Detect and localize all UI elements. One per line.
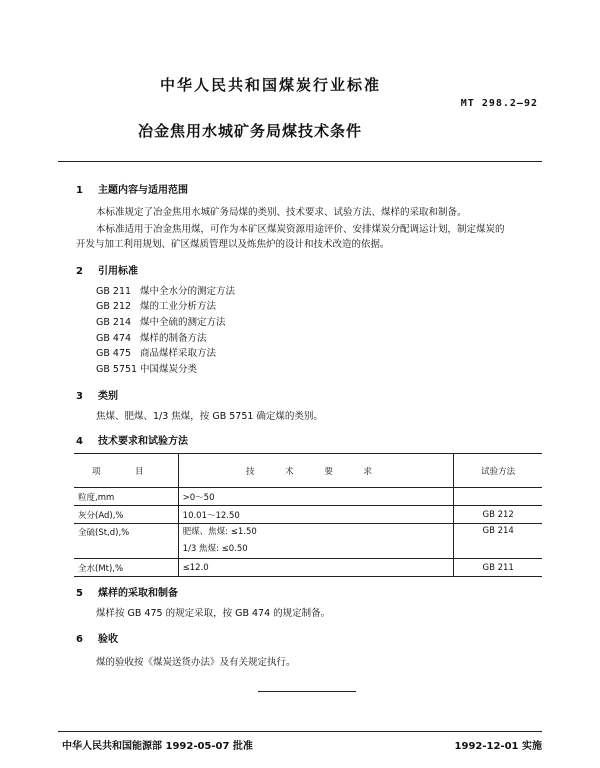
section-1-para-2-line-1: 本标准适用于冶金焦用煤，可作为本矿区煤炭资源用途评价、安排煤炭分配调运计划，制定煤炭的 <box>96 224 505 235</box>
header-test-method: 试验方法 <box>454 454 542 488</box>
approval-date: 中华人民共和国能源部 1992-05-07 批准 <box>62 741 253 752</box>
section-title: 验收 <box>98 634 118 645</box>
section-6-heading <box>76 630 118 645</box>
reference-code: GB 474 <box>96 333 132 344</box>
section-number: 1 <box>76 185 83 196</box>
reference-item <box>96 361 197 375</box>
technical-requirements-table <box>74 453 542 577</box>
section-title: 煤样的采取和制备 <box>98 588 178 599</box>
row-item: 灰分(Ad),% <box>74 506 178 524</box>
document-title: 冶金焦用水城矿务局煤技术条件 <box>138 122 363 140</box>
reference-name: 中国煤炭分类 <box>140 364 198 375</box>
reference-code: GB 212 <box>96 301 132 312</box>
section-3-heading <box>76 387 118 402</box>
row-requirement: ≤12.0 <box>178 559 454 577</box>
reference-item <box>96 330 207 344</box>
section-4-heading <box>76 432 188 447</box>
standard-code: MT 298.2—92 <box>460 98 538 109</box>
section-title: 技术要求和试验方法 <box>98 436 188 447</box>
section-number: 6 <box>76 634 83 645</box>
table-row <box>74 488 542 506</box>
reference-name: 煤的工业分析方法 <box>140 301 217 312</box>
reference-item <box>96 298 216 312</box>
row-test-method: GB 214 <box>454 524 542 559</box>
section-title: 引用标准 <box>98 266 138 277</box>
standard-title: 中华人民共和国煤炭行业标准 <box>160 76 382 94</box>
requirement-line: 1/3 焦煤: ≤0.50 <box>182 544 248 554</box>
reference-code: GB 214 <box>96 317 132 328</box>
reference-item <box>96 283 235 297</box>
section-title: 类别 <box>98 391 118 402</box>
row-item: 粒度,mm <box>74 488 178 506</box>
reference-item <box>96 345 216 359</box>
end-divider <box>258 691 356 692</box>
reference-name: 煤中全水分的测定方法 <box>140 286 236 297</box>
row-requirement: 10.01～12.50 <box>178 506 454 524</box>
header-divider <box>58 161 542 162</box>
reference-item <box>96 314 226 328</box>
section-2-heading <box>76 262 138 277</box>
reference-code: GB 475 <box>96 348 132 359</box>
section-1-heading <box>76 181 188 196</box>
section-5-heading <box>76 584 178 599</box>
section-1-para-2-line-2: 开发与加工利用规划、矿区煤质管理以及炼焦炉的设计和技术改造的依据。 <box>76 239 390 250</box>
footer-divider <box>58 731 542 732</box>
implementation-date: 1992-12-01 实施 <box>454 741 542 752</box>
section-3-para: 焦煤、肥煤、1/3 焦煤，按 GB 5751 确定煤的类别。 <box>96 411 323 422</box>
row-requirement <box>178 524 454 559</box>
section-number: 5 <box>76 588 83 599</box>
requirement-line: 肥煤、焦煤: ≤1.50 <box>182 527 257 537</box>
table-row <box>74 559 542 577</box>
table-header-row <box>74 454 542 488</box>
section-6-para: 煤的验收按《煤炭送货办法》及有关规定执行。 <box>96 657 296 668</box>
header-requirement: 技 术 要 求 <box>178 454 454 488</box>
table-row <box>74 524 542 559</box>
row-test-method <box>454 488 542 506</box>
reference-code: GB 211 <box>96 286 132 297</box>
section-number: 3 <box>76 391 83 402</box>
reference-name: 商品煤样采取方法 <box>140 348 217 359</box>
row-test-method: GB 211 <box>454 559 542 577</box>
reference-code: GB 5751 <box>96 364 138 375</box>
row-item: 全水(Mt),% <box>74 559 178 577</box>
reference-name: 煤样的制备方法 <box>140 333 207 344</box>
table-row <box>74 506 542 524</box>
section-number: 2 <box>76 266 83 277</box>
reference-name: 煤中全硫的测定方法 <box>140 317 226 328</box>
row-test-method: GB 212 <box>454 506 542 524</box>
section-title: 主题内容与适用范围 <box>98 185 188 196</box>
row-requirement: >0～50 <box>178 488 454 506</box>
row-item: 全硫(St,d),% <box>74 524 178 559</box>
section-number: 4 <box>76 436 83 447</box>
header-item: 项 目 <box>74 454 178 488</box>
section-1-para-1: 本标准规定了冶金焦用水城矿务局煤的类别、技术要求、试验方法、煤样的采取和制备。 <box>96 207 467 218</box>
section-5-para: 煤样按 GB 475 的规定采取，按 GB 474 的规定制备。 <box>96 608 331 619</box>
